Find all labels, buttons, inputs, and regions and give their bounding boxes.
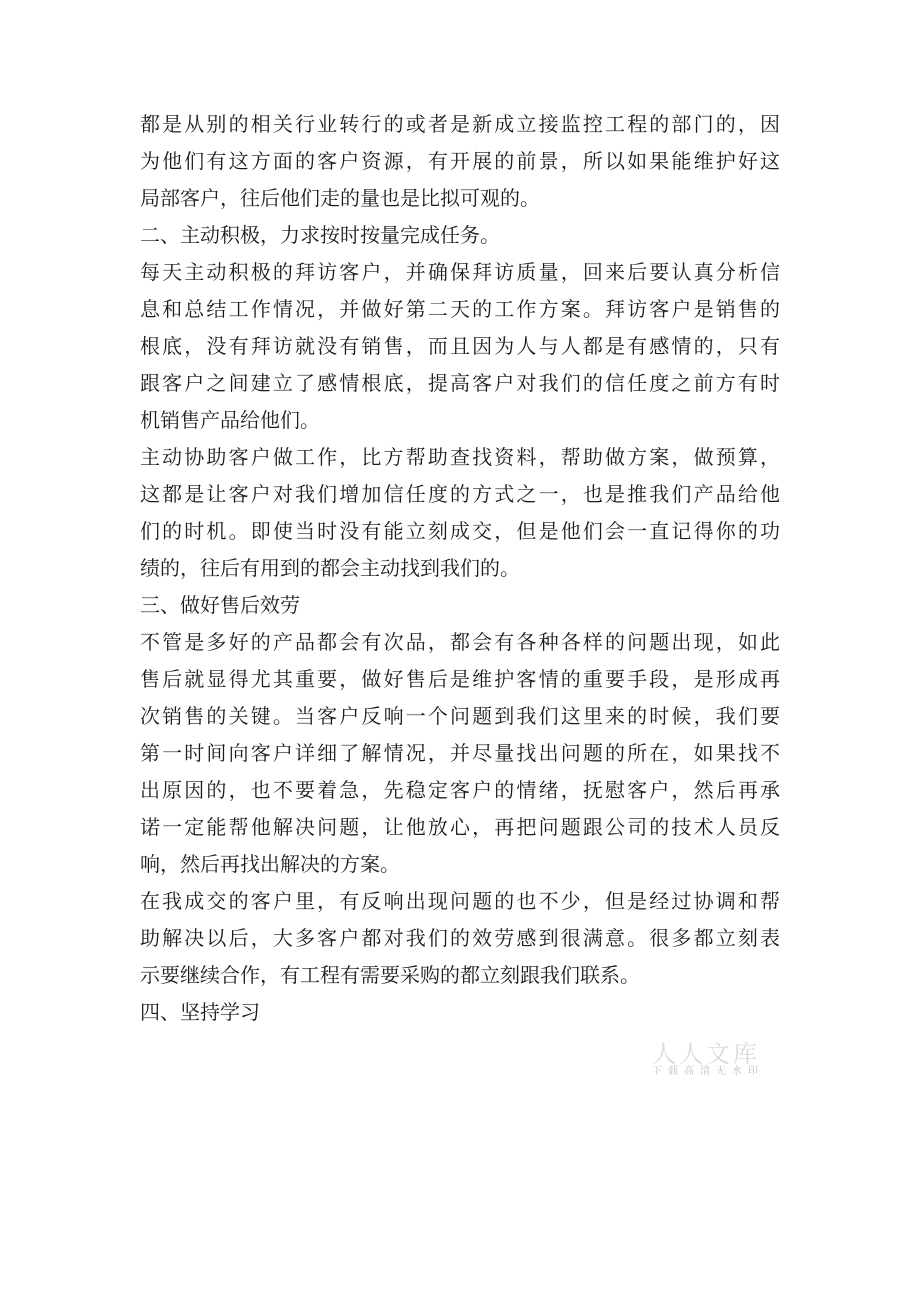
watermark-logo <box>648 1034 774 1080</box>
body-line: 示要继续合作，有工程有需要采购的都立刻跟我们联系。 <box>140 963 640 987</box>
body-line: 局部客户，往后他们走的量也是比拟可观的。 <box>140 186 540 210</box>
body-line: 这都是让客户对我们增加信任度的方式之一，也是推我们产品给他 <box>140 482 780 506</box>
body-line: 诺一定能帮他解决问题，让他放心，再把问题跟公司的技术人员反 <box>140 815 780 839</box>
body-line: 每天主动积极的拜访客户，并确保拜访质量，回来后要认真分析信 <box>140 260 780 284</box>
body-line: 都是从别的相关行业转行的或者是新成立接监控工程的部门的，因 <box>140 112 780 136</box>
body-line: 在我成交的客户里，有反响出现问题的也不少，但是经过协调和帮 <box>140 889 780 913</box>
body-line: 息和总结工作情况，并做好第二天的工作方案。拜访客户是销售的 <box>140 297 780 321</box>
document-body <box>140 106 780 1031</box>
section-heading: 四、坚持学习 <box>140 1000 260 1024</box>
watermark-title: 人人文库 <box>652 1040 760 1068</box>
body-line: 们的时机。即使当时没有能立刻成交，但是他们会一直记得你的功 <box>140 519 780 543</box>
body-line: 响，然后再找出解决的方案。 <box>140 852 400 876</box>
watermark-subtitle: 下载高清无水印 <box>652 1066 764 1077</box>
body-line: 出原因的，也不要着急，先稳定客户的情绪，抚慰客户，然后再承 <box>140 778 780 802</box>
body-line: 机销售产品给他们。 <box>140 408 320 432</box>
body-line: 助解决以后，大多客户都对我们的效劳感到很满意。很多都立刻表 <box>140 926 780 950</box>
body-line: 为他们有这方面的客户资源，有开展的前景，所以如果能维护好这 <box>140 149 780 173</box>
body-line: 根底，没有拜访就没有销售，而且因为人与人都是有感情的，只有 <box>140 334 780 358</box>
body-line: 主动协助客户做工作，比方帮助查找资料，帮助做方案，做预算， <box>140 445 780 469</box>
body-line: 绩的，往后有用到的都会主动找到我们的。 <box>140 556 520 580</box>
body-line: 次销售的关键。当客户反响一个问题到我们这里来的时候，我们要 <box>140 704 780 728</box>
section-heading: 三、做好售后效劳 <box>140 593 300 617</box>
section-heading: 二、主动积极，力求按时按量完成任务。 <box>140 223 500 247</box>
body-line: 售后就显得尤其重要，做好售后是维护客情的重要手段，是形成再 <box>140 667 780 691</box>
body-line: 第一时间向客户详细了解情况，并尽量找出问题的所在，如果找不 <box>140 741 780 765</box>
body-line: 不管是多好的产品都会有次品，都会有各种各样的问题出现，如此 <box>140 630 780 654</box>
body-line: 跟客户之间建立了感情根底，提高客户对我们的信任度之前方有时 <box>140 371 780 395</box>
